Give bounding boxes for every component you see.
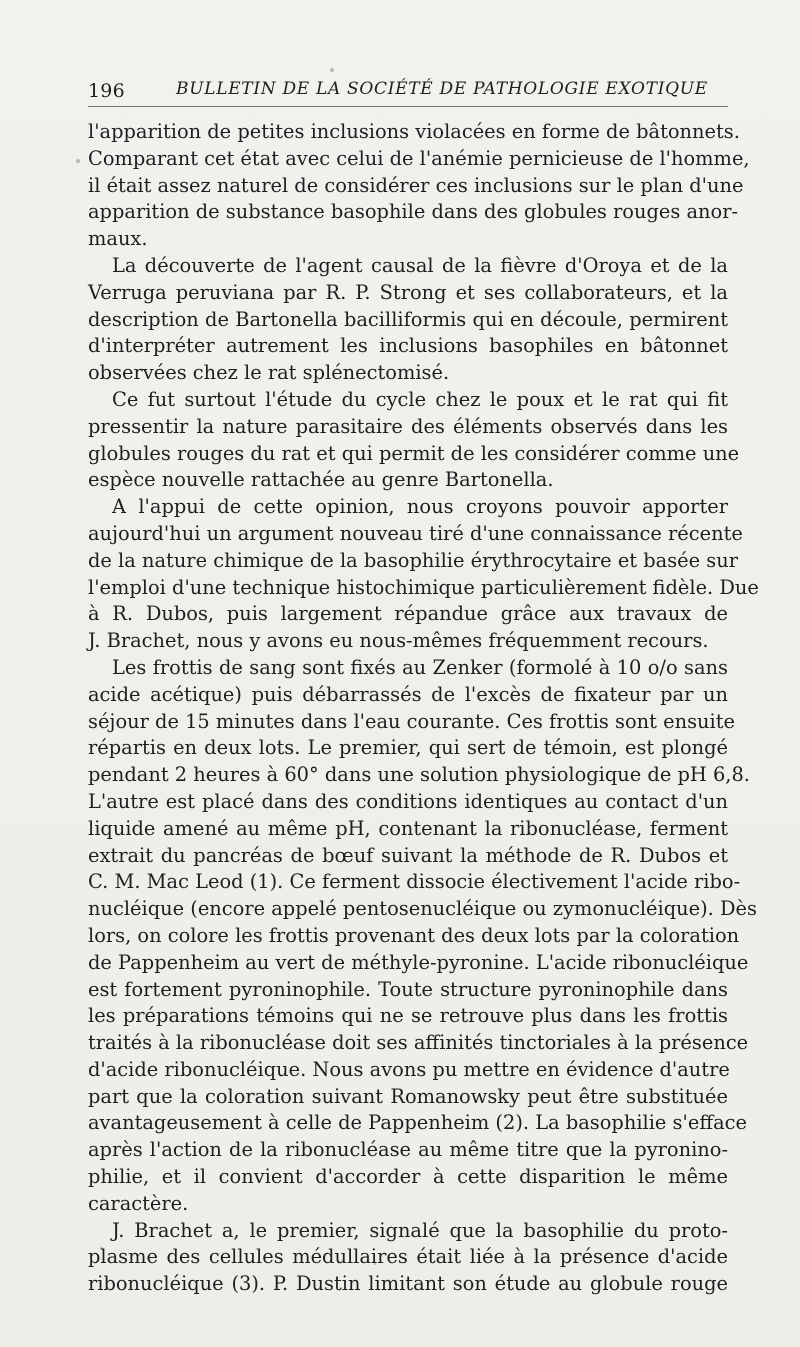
paragraph-start-line: A l'appui de cette opinion, nous croyons pouvoir apporter — [112, 495, 728, 519]
text-line: les préparations témoins qui ne se retrouve plus dans les frottis — [88, 1004, 728, 1028]
text-line: L'autre est placé dans des conditions identiques au contact d'un — [88, 789, 728, 813]
header-rule — [88, 106, 728, 107]
running-head: BULLETIN DE LA SOCIÉTÉ DE PATHOLOGIE EXOTIQUE — [176, 79, 708, 99]
text-line: après l'action de la ribonucléase au même titre que la pyronino- — [88, 1138, 728, 1162]
text-line: part que la coloration suivant Romanowsky peut être substituée — [88, 1084, 728, 1108]
text-line: répartis en deux lots. Le premier, qui sert de témoin, est plongé — [88, 736, 728, 760]
text-line: plasme des cellules médullaires était liée à la présence d'acide — [88, 1245, 728, 1269]
text-line: ribonucléique (3). P. Dustin limitant son étude au globule rouge — [88, 1272, 728, 1296]
text-line: nucléique (encore appelé pentosenucléique ou zymonucléique). Dès — [88, 897, 757, 921]
text-line: traités à la ribonucléase doit ses affinités tinctoriales à la présence — [88, 1031, 749, 1055]
text-line: pressentir la nature parasitaire des éléments observés dans les — [88, 414, 728, 438]
text-line: description de Bartonella bacilliformis qui en découle, permirent — [88, 307, 728, 331]
paper-speck — [330, 68, 334, 72]
text-line: espèce nouvelle rattachée au genre Bartonella. — [88, 468, 554, 492]
text-line: d'interpréter autrement les inclusions basophiles en bâtonnet — [88, 334, 728, 358]
text-line: Comparant cet état avec celui de l'anémie pernicieuse de l'homme, — [88, 146, 750, 170]
text-line: de la nature chimique de la basophilie érythrocytaire et basée sur — [88, 548, 738, 572]
text-line: Verruga peruviana par R. P. Strong et ses collaborateurs, et la — [88, 280, 728, 304]
text-line: à R. Dubos, puis largement répandue grâce aux travaux de — [88, 602, 728, 626]
text-line: acide acétique) puis débarrassés de l'excès de fixateur par un — [88, 682, 728, 706]
text-line: lors, on colore les frottis provenant des deux lots par la coloration — [88, 923, 740, 947]
paper-speck — [100, 1247, 103, 1250]
page-number: 196 — [88, 80, 125, 102]
text-line: aujourd'hui un argument nouveau tiré d'une connaissance récente — [88, 521, 743, 545]
paragraph-start-line: La découverte de l'agent causal de la fièvre d'Oroya et de la — [112, 253, 728, 277]
text-line: observées chez le rat splénectomisé. — [88, 361, 450, 385]
page-header — [88, 72, 728, 108]
text-line: maux. — [88, 227, 148, 251]
paper-speck — [374, 1263, 376, 1265]
text-line: apparition de substance basophile dans des globules rouges anor- — [88, 200, 739, 224]
text-line: J. Brachet, nous y avons eu nous-mêmes fréquemment recours. — [88, 629, 709, 653]
paragraph-start-line: Ce fut surtout l'étude du cycle chez le poux et le rat qui fit — [112, 387, 728, 411]
text-line: caractère. — [88, 1191, 189, 1215]
paragraph-start-line: J. Brachet a, le premier, signalé que la basophilie du proto- — [112, 1218, 728, 1242]
text-line: d'acide ribonucléique. Nous avons pu mettre en évidence d'autre — [88, 1057, 730, 1081]
text-line: C. M. Mac Leod (1). Ce ferment dissocie électivement l'acide ribo- — [88, 870, 741, 894]
text-line: il était assez naturel de considérer ces inclusions sur le plan d'une — [88, 173, 744, 197]
text-line: liquide amené au même pH, contenant la ribonucléase, ferment — [88, 816, 728, 840]
text-line: de Pappenheim au vert de méthyle-pyronine. L'acide ribonucléique — [88, 950, 749, 974]
paragraph-start-line: Les frottis de sang sont fixés au Zenker (formolé à 10 o/o sans — [112, 655, 728, 679]
text-line: l'apparition de petites inclusions violacées en forme de bâtonnets. — [88, 120, 740, 143]
text-line: globules rouges du rat et qui permit de les considérer comme une — [88, 441, 740, 465]
text-line: avantageusement à celle de Pappenheim (2). La basophilie s'efface — [88, 1111, 747, 1135]
text-line: extrait du pancréas de bœuf suivant la méthode de R. Dubos et — [88, 843, 728, 867]
text-line: philie, et il convient d'accorder à cette disparition le même — [88, 1165, 728, 1189]
text-line: pendant 2 heures à 60° dans une solution physiologique de pH 6,8. — [88, 763, 750, 787]
text-line: séjour de 15 minutes dans l'eau courante. Ces frottis sont ensuite — [88, 709, 735, 733]
text-line: l'emploi d'une technique histochimique particulièrement fidèle. Due — [88, 575, 759, 599]
paper-speck — [76, 159, 80, 163]
body-text — [88, 119, 759, 1298]
text-line: est fortement pyroninophile. Toute structure pyroninophile dans — [88, 977, 728, 1001]
